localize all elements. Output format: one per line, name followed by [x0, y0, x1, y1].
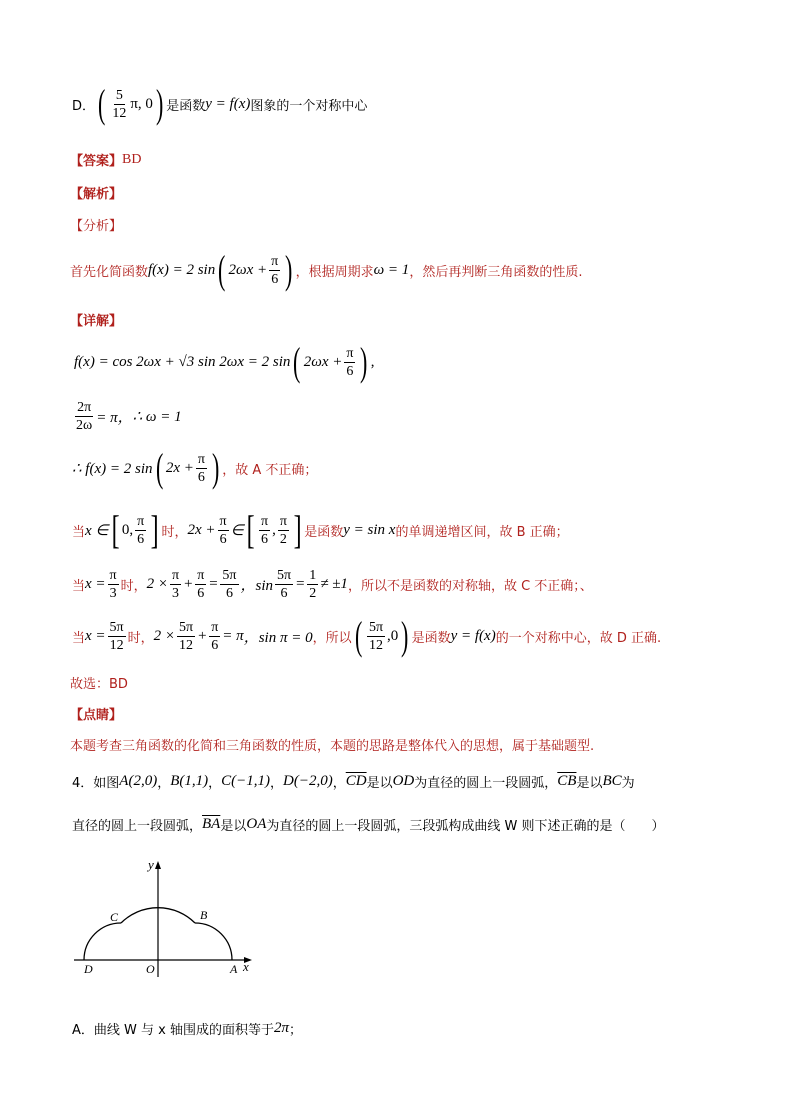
label-y: y	[148, 857, 154, 872]
answer-line: 【答案】 BD	[70, 151, 142, 169]
fraction: $\frac{5\pi}{12}$	[368, 619, 384, 653]
fraction: $\frac{5}{12}$	[112, 87, 127, 121]
fraction: $\frac{\pi}{6}$	[346, 345, 354, 379]
label-b: B	[200, 908, 208, 922]
step6-line: 当 x = $\frac{5\pi}{12}$ 时， 2 × $\frac{5\pi}{12}$ + $\frac{\pi}{6}$ = π ，sin π = 0 ，所以 ( $\frac{5\pi}{12}$ ,0 ) 是函数 y = f(x) 的一个对称中心，故 D 正确.	[72, 613, 662, 658]
fraction: $\frac{\pi}{6}$	[271, 253, 279, 287]
arc-ba-curve	[195, 923, 232, 960]
step1-line: f(x) = cos 2ωx + √3 sin 2ωx = 2 sin ( 2ωx + $\frac{\pi}{6}$ ) ,	[74, 339, 375, 384]
step4-line: 当 x ∈ [ 0, $\frac{\pi}{6}$ ] 时， 2x + $\frac{\pi}{6}$ ∈ [ $\frac{\pi}{6}$ , $\frac{\pi}{2}$ ] 是函数 y = sin x 的单调递增区间，故 B 正确；	[72, 507, 569, 552]
label-c: C	[110, 910, 119, 924]
step5-line: 当 x = $\frac{\pi}{3}$ 时， 2 × $\frac{\pi}{3}$ + $\frac{\pi}{6}$ = $\frac{5\pi}{6}$ ，sin $\frac{5\pi}{6}$ = $\frac{1}{2}$ ≠ ±1 ，所以不是函数的对称轴，故 C 不正确；、	[72, 567, 593, 601]
dianjing-heading: 【点睛】	[70, 708, 123, 723]
step3-line: ∴ f(x) = 2 sin ( 2x + $\frac{\pi}{6}$ ) ，故 A 不正确；	[72, 445, 318, 490]
xiangjie-heading: 【详解】	[70, 314, 123, 329]
jiexi-heading: 【解析】	[70, 187, 123, 202]
curve-w-figure	[70, 855, 270, 980]
dianjing-text: 本题考查三角函数的化简和三角函数的性质，本题的思路是整体代入的思想，属于基础题型.	[70, 739, 595, 754]
fraction: $\frac{\pi}{6}$	[197, 451, 205, 485]
choice-line: 故选：BD	[70, 677, 128, 692]
label-d: D	[84, 962, 93, 976]
arc-ba: $\overline{BA}$	[202, 815, 221, 832]
y-axis-arrow	[155, 861, 161, 869]
fenxi-heading: 【分析】	[70, 219, 123, 234]
option-a-line: A．曲线 W 与 x 轴围成的面积等于 2π ；	[72, 1019, 303, 1038]
fraction: $\frac{\pi}{6}$	[261, 513, 269, 547]
fraction: $\frac{\pi}{3}$	[172, 567, 180, 601]
arc-cb: $\overline{CB}$	[557, 772, 577, 789]
q4-line1: 4．如图 A(2,0) ， B(1,1) ， C(−1,1) ， D(−2,0) ， $\overline{CD}$ 是以 OD 为直径的圆上一段圆弧， $\overline{CB}$ 是以 BC 为	[72, 772, 635, 791]
fraction: $\frac{5\pi}{12}$	[179, 619, 194, 653]
fraction: $\frac{\pi}{6}$	[211, 619, 219, 653]
option-d-line: D． ( $\frac{5}{12}$ π, 0 ) 是函数 y = f(x) 图象的一个对称中心	[72, 81, 368, 126]
fraction: $\frac{\pi}{2}$	[279, 513, 287, 547]
fraction: $\frac{\pi}{6}$	[219, 513, 227, 547]
arc-cd: $\overline{CD}$	[345, 772, 367, 789]
fraction: $\frac{5\pi}{12}$	[109, 619, 124, 653]
fraction: $\frac{\pi}{3}$	[109, 567, 117, 601]
arc-dc	[84, 923, 121, 960]
label-o: O	[146, 962, 155, 976]
label-a: A	[230, 962, 238, 976]
fraction: $\frac{5\pi}{6}$	[222, 567, 237, 601]
q4-line2: 直径的圆上一段圆弧， $\overline{BA}$ 是以 OA 为直径的圆上一段圆弧，三段弧构成曲线 W 则下述正确的是（ ）	[72, 815, 665, 834]
fraction: $\frac{5\pi}{6}$	[277, 567, 292, 601]
analysis-line: 首先化简函数 f(x) = 2 sin ( 2ωx + $\frac{\pi}{6}$ ) ，根据周期求 ω = 1 ，然后再判断三角函数的性质.	[70, 247, 583, 292]
label-x: x	[243, 959, 249, 974]
step2-line: $\frac{2\pi}{2\omega}$ = π， ∴ ω = 1	[76, 399, 182, 433]
fraction: $\frac{2\pi}{2\omega}$	[76, 399, 93, 433]
fraction: $\frac{\pi}{6}$	[137, 513, 145, 547]
fraction: $\frac{\pi}{6}$	[197, 567, 205, 601]
fraction: $\frac{1}{2}$	[309, 567, 317, 601]
